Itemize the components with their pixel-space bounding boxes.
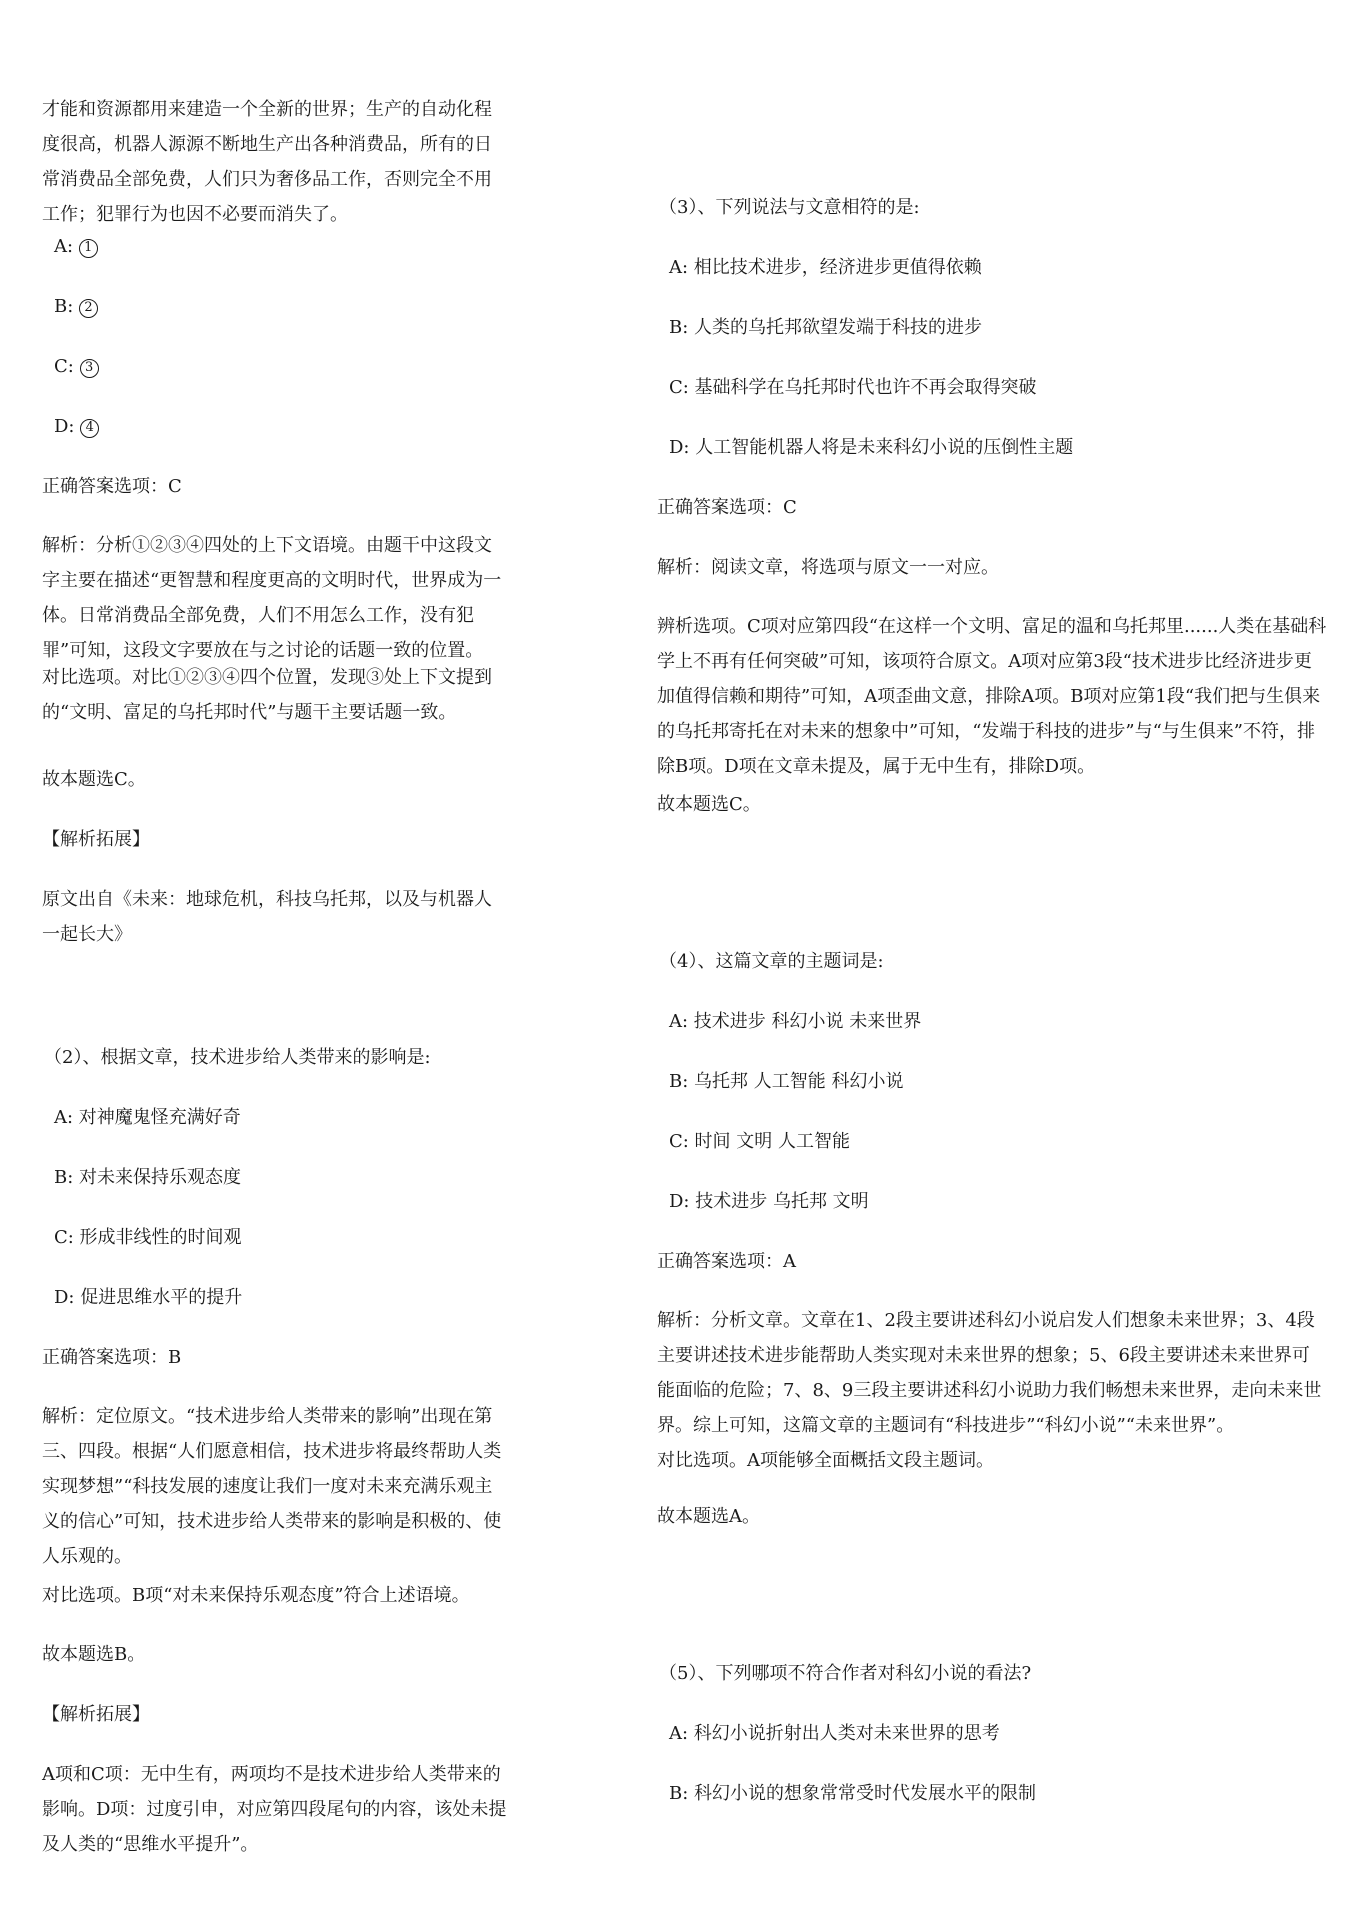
q4-option-d[interactable]: D: 技术进步 乌托邦 文明 — [669, 1191, 869, 1212]
q2-extension-text: A项和C项：无中生有，两项均不是技术进步给人类带来的影响。D项：过度引申，对应第四段尾句的内容，该处未提及人类的“思维水平提升”。 — [42, 1764, 507, 1855]
q3-correct-answer: 正确答案选项：C — [657, 497, 797, 518]
q4-correct-answer: 正确答案选项：A — [657, 1251, 796, 1272]
circled-number-icon: 2 — [79, 299, 98, 318]
q2-conclusion: 故本题选B。 — [42, 1644, 146, 1665]
q4-option-a[interactable]: A: 技术进步 科幻小说 未来世界 — [669, 1011, 922, 1032]
circled-number-icon: 1 — [79, 239, 98, 258]
q2-option-d[interactable]: D: 促进思维水平的提升 — [54, 1287, 243, 1308]
q5-option-b[interactable]: B: 科幻小说的想象常常受时代发展水平的限制 — [669, 1783, 1037, 1804]
q3-option-a[interactable]: A: 相比技术进步，经济进步更值得依赖 — [669, 257, 982, 278]
q3-analysis: 解析：阅读文章，将选项与原文一一对应。 — [657, 557, 999, 578]
q1-conclusion: 故本题选C。 — [42, 769, 146, 790]
q4-question: （4）、这篇文章的主题词是: — [659, 951, 884, 972]
q5-option-a[interactable]: A: 科幻小说折射出人类对未来世界的思考 — [669, 1723, 1000, 1744]
q3-question: （3）、下列说法与文意相符的是: — [659, 197, 920, 218]
option-label: B: — [54, 296, 74, 317]
circled-number-icon: 3 — [80, 359, 99, 378]
q3-option-b[interactable]: B: 人类的乌托邦欲望发端于科技的进步 — [669, 317, 983, 338]
option-label: C: — [54, 356, 74, 377]
q3-discern: 辨析选项。C项对应第四段“在这样一个文明、富足的温和乌托邦里......人类在基础科学上不再有任何突破”可知，该项符合原文。A项对应第3段“技术进步比经济进步更加值得信赖和期待”可知，A项歪曲文意，排除A项。B项对应第1段“我们把与生俱来的乌托邦寄托在对未来的想象中”可知，“发端于科技的进步”与“与生俱来”不符，排除B项。D项在文章未提及，属于无中生有，排除D项。 — [657, 616, 1327, 777]
q1-analysis: 解析：分析①②③④四处的上下文语境。由题干中这段文字主要在描述“更智慧和程度更高的文明时代，世界成为一体。日常消费品全部免费，人们不用怎么工作，没有犯罪”可知，这段文字要放在与之讨论的话题一致的位置。 — [42, 535, 502, 661]
q3-conclusion: 故本题选C。 — [657, 794, 761, 815]
q1-correct-answer: 正确答案选项：C — [42, 476, 182, 497]
q2-compare: 对比选项。B项“对未来保持乐观态度”符合上述语境。 — [42, 1585, 470, 1606]
q1-compare: 对比选项。对比①②③④四个位置，发现③处上下文提到的“文明、富足的乌托邦时代”与题干主要话题一致。 — [42, 667, 492, 723]
q1-option-b[interactable] — [42, 289, 507, 324]
option-label: A: — [54, 236, 74, 257]
q2-correct-answer: 正确答案选项：B — [42, 1347, 182, 1368]
q4-compare: 对比选项。A项能够全面概括文段主题词。 — [657, 1450, 994, 1471]
q2-extension-heading: 【解析拓展】 — [42, 1704, 150, 1725]
q2-option-b[interactable]: B: 对未来保持乐观态度 — [54, 1167, 242, 1188]
q4-option-b[interactable]: B: 乌托邦 人工智能 科幻小说 — [669, 1071, 904, 1092]
q2-option-a[interactable]: A: 对神魔鬼怪充满好奇 — [54, 1107, 241, 1128]
passage-excerpt: 才能和资源都用来建造一个全新的世界；生产的自动化程度很高，机器人源源不断地生产出各种消费品，所有的日常消费品全部免费，人们只为奢侈品工作，否则完全不用工作；犯罪行为也因不必要而消失了。 — [42, 99, 492, 225]
option-label: D: — [54, 416, 75, 437]
q1-option-a[interactable] — [42, 229, 507, 264]
q1-option-d[interactable] — [42, 409, 507, 444]
q4-option-c[interactable]: C: 时间 文明 人工智能 — [669, 1131, 851, 1152]
q2-option-c[interactable]: C: 形成非线性的时间观 — [54, 1227, 242, 1248]
q1-extension-heading: 【解析拓展】 — [42, 829, 150, 850]
q3-option-d[interactable]: D: 人工智能机器人将是未来科幻小说的压倒性主题 — [669, 437, 1074, 458]
q2-analysis: 解析：定位原文。“技术进步给人类带来的影响”出现在第三、四段。根据“人们愿意相信，技术进步将最终帮助人类实现梦想”“科技发展的速度让我们一度对未来充满乐观主义的信心”可知，技术进步给人类带来的影响是积极的、使人乐观的。 — [42, 1406, 502, 1567]
q2-question: （2）、根据文章，技术进步给人类带来的影响是: — [44, 1047, 431, 1068]
q4-analysis: 解析：分析文章。文章在1、2段主要讲述科幻小说启发人们想象未来世界；3、4段主要讲述技术进步能帮助人类实现对未来世界的想象；5、6段主要讲述未来世界可能面临的危险；7、8、9三段主要讲述科幻小说助力我们畅想未来世界，走向未来世界。综上可知，这篇文章的主题词有“科技进步”“科幻小说”“未来世界”。 — [657, 1310, 1322, 1436]
q1-extension-text: 原文出自《未来：地球危机，科技乌托邦，以及与机器人一起长大》 — [42, 889, 492, 945]
q4-conclusion: 故本题选A。 — [657, 1506, 760, 1527]
circled-number-icon: 4 — [80, 419, 99, 438]
q3-option-c[interactable]: C: 基础科学在乌托邦时代也许不再会取得突破 — [669, 377, 1037, 398]
q5-question: （5）、下列哪项不符合作者对科幻小说的看法? — [659, 1663, 1032, 1684]
q1-option-c[interactable] — [42, 349, 507, 384]
